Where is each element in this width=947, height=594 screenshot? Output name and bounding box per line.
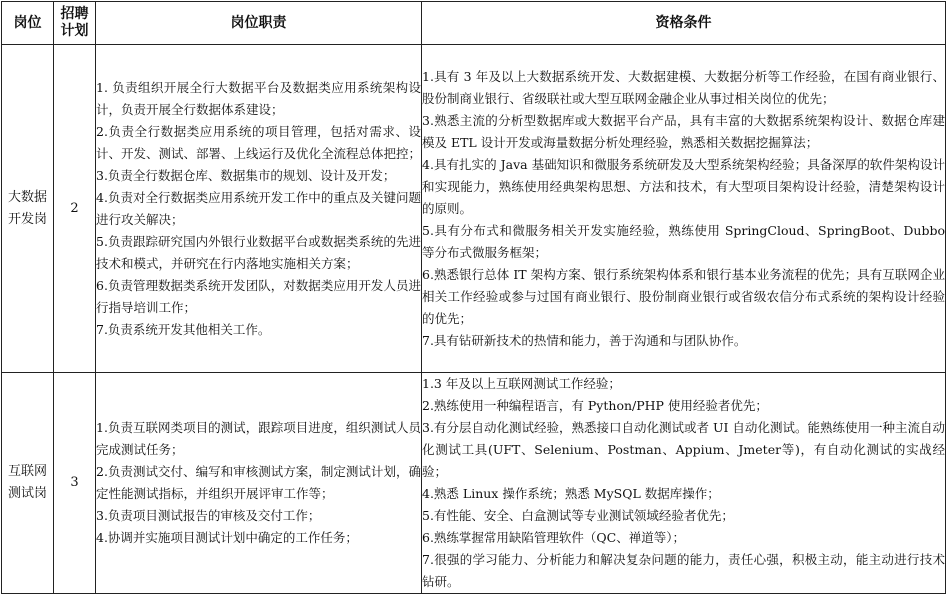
qualification-item: 5.有性能、安全、白盒测试等专业测试领域经验者优先； [422, 508, 734, 523]
duty-item: 5.负责跟踪研究国内外银行业数据平台或数据类系统的先进技术和模式，并研究在行内落地实施相关方案； [96, 233, 421, 271]
duties-cell [96, 45, 422, 373]
duty-item: 1. 负责组织开展全行大数据平台及数据类应用系统架构设计，负责开展全行数据体系建设； [96, 79, 421, 117]
header-count [54, 2, 96, 45]
duty-item: 6.负责管理数据类系统开发团队，对数据类应用开发人员进行指导培训工作； [96, 277, 421, 315]
qualification-item: 6.熟悉银行总体 IT 架构方案、银行系统架构体系和银行基本业务流程的优先；具有互联网企业相关工作经验或参与过国有商业银行、股份制商业银行或省级农信分布式系统的架构设计经验的优先； [422, 266, 945, 326]
recruitment-table [1, 1, 946, 594]
qualification-item: 4.熟悉 Linux 操作系统；熟悉 MySQL 数据库操作； [422, 486, 720, 501]
header-qualifications: 资格条件 [422, 2, 946, 45]
table-row [2, 45, 946, 373]
header-duties: 岗位职责 [96, 2, 422, 45]
qualification-item: 3.熟悉主流的分析型数据库或大数据平台产品，具有丰富的大数据系统架构设计、数据仓库建模及 ETL 设计开发或海量数据分析处理经验，熟悉相关数据挖掘算法； [422, 112, 945, 150]
duty-item: 3.负责项目测试报告的审核及交付工作； [96, 508, 321, 523]
duty-item: 2.负责全行数据类应用系统的项目管理，包括对需求、设计、开发、测试、部署、上线运行及优化全流程总体把控； [96, 123, 422, 161]
duty-item: 2.负责测试交付、编写和审核测试方案，制定测试计划，确定性能测试指标，并组织开展评审工作等； [96, 464, 421, 501]
post-cell [2, 373, 54, 594]
duty-item: 7.负责系统开发其他相关工作。 [96, 321, 271, 337]
duties-cell [96, 373, 422, 594]
post-name-line2: 测试岗 [7, 486, 47, 501]
qualification-item: 2.熟练使用一种编程语言，有 Python/PHP 使用经验者优先； [422, 398, 768, 413]
qualification-item: 3.有分层自动化测试经验，熟悉接口自动化测试或者 UI 自动化测试。能熟练使用一种主流自动化测试工具(UFT、Selenium、Postman、Appium、Jmeter等)，有自动化测试的实战经验； [422, 420, 945, 479]
job-table-container [1, 1, 945, 594]
duty-item: 3.负责全行数据仓库、数据集市的规划、设计及开发； [96, 167, 396, 183]
count-cell: 3 [54, 373, 96, 594]
qualification-item: 6.熟练掌握常用缺陷管理软件（QC、禅道等）； [422, 530, 685, 545]
post-name-line2: 开发岗 [7, 211, 47, 227]
qualification-item: 7.很强的学习能力、分析能力和解决复杂问题的能力，责任心强，积极主动，能主动进行技术钻研。 [422, 552, 945, 589]
header-count-line2: 计划 [60, 23, 89, 39]
table-row [2, 373, 946, 594]
post-name-line1: 互联网 [7, 464, 47, 479]
table-header-row [2, 2, 946, 45]
count-cell: 2 [54, 45, 96, 373]
qualification-item: 1.3 年及以上互联网测试工作经验； [422, 376, 621, 391]
qualification-item: 5.具有分布式和微服务相关开发实施经验，熟练使用 SpringCloud、SpringBoot、Dubbo 等分布式微服务框架； [422, 222, 945, 260]
header-count-line1: 招聘 [60, 6, 89, 22]
qualification-item: 4.具有扎实的 Java 基础知识和微服务系统研发及大型系统架构经验；具备深厚的软件架构设计和实现能力，熟练使用经典架构思想、方法和技术，有大型项目架构设计经验，清楚架构设计的原则。 [422, 156, 945, 216]
qualifications-cell [422, 373, 946, 594]
header-post: 岗位 [2, 2, 54, 45]
qualifications-cell [422, 45, 946, 373]
duty-item: 1.负责互联网类项目的测试，跟踪项目进度，组织测试人员完成测试任务； [96, 420, 421, 457]
duty-item: 4.协调并实施项目测试计划中确定的工作任务； [96, 530, 358, 545]
post-name-line1: 大数据 [7, 189, 47, 205]
duty-item: 4.负责对全行数据类应用系统开发工作中的重点及关键问题进行攻关解决； [96, 189, 421, 227]
post-cell [2, 45, 54, 373]
qualification-item: 7.具有钻研新技术的热情和能力，善于沟通和与团队协作。 [422, 332, 747, 348]
qualification-item: 1.具有 3 年及以上大数据系统开发、大数据建模、大数据分析等工作经验，在国有商业银行、股份制商业银行、省级联社或大型互联网金融企业从事过相关岗位的优先； [422, 68, 945, 106]
